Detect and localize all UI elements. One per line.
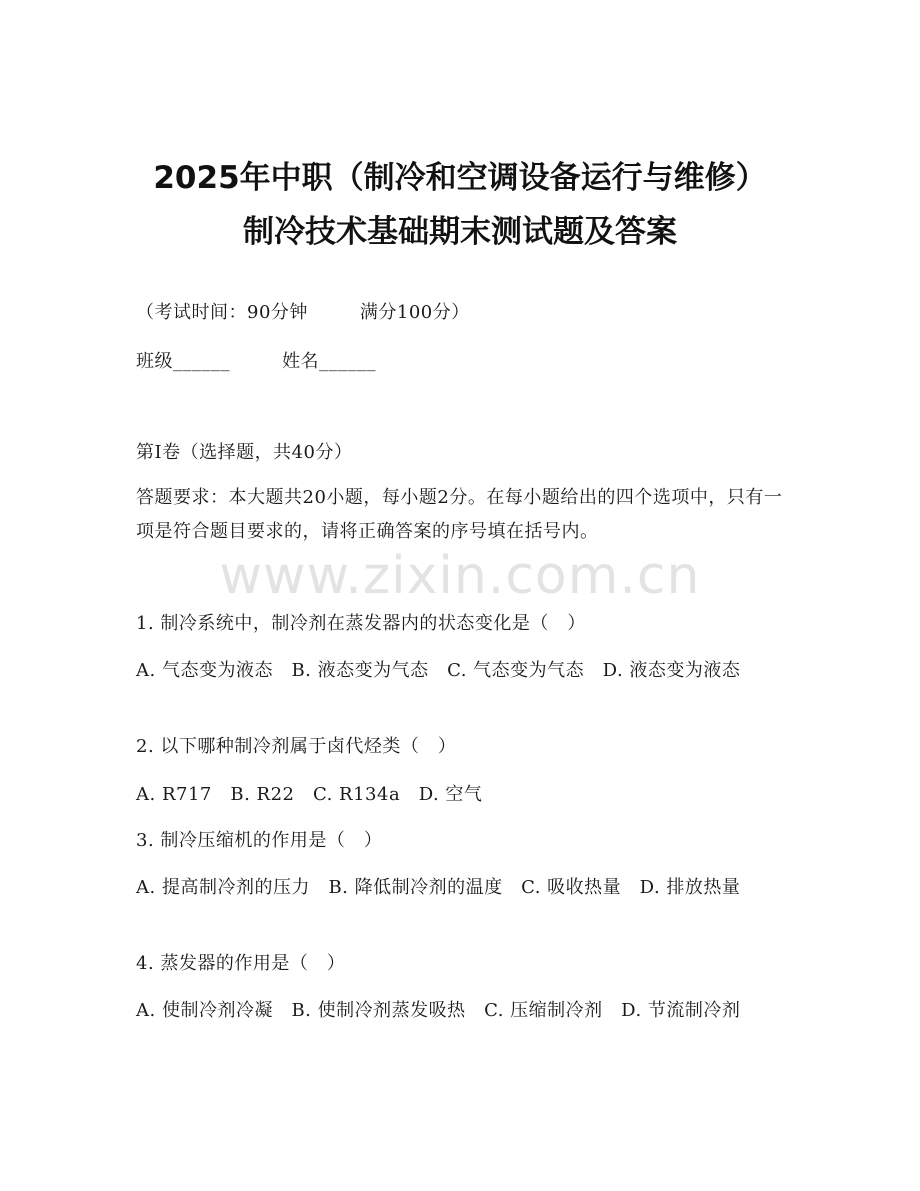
question-2-stem: 2. 以下哪种制冷剂属于卤代烃类（ ） [136, 736, 457, 757]
class-field: 班级______ [136, 351, 230, 372]
question-4-stem: 4. 蒸发器的作用是（ ） [136, 953, 346, 974]
name-field: 姓名______ [282, 351, 376, 372]
question-4-options: A. 使制冷剂冷凝 B. 使制冷剂蒸发吸热 C. 压缩制冷剂 D. 节流制冷剂 [136, 1000, 741, 1021]
section-instructions: 答题要求：本大题共20小题，每小题2分。在每小题给出的四个选项中，只有一项是符合题目要求的，请将正确答案的序号填在括号内。 [136, 487, 783, 542]
section-heading: 第I卷（选择题，共40分） [136, 442, 353, 463]
student-info [136, 345, 786, 379]
question-2-options: A. R717 B. R22 C. R134a D. 空气 [136, 784, 483, 805]
document-title-line-1: 2025年中职（制冷和空调设备运行与维修） [153, 160, 767, 196]
question-3-stem: 3. 制冷压缩机的作用是（ ） [136, 830, 383, 851]
question-1-options: A. 气态变为液态 B. 液态变为气态 C. 气态变为气态 D. 液态变为液态 [136, 660, 741, 681]
document-title-line-2: 制冷技术基础期末测试题及答案 [243, 214, 677, 250]
watermark: www.zixin.com.cn [219, 546, 701, 606]
exam-info [136, 296, 786, 330]
question-1-stem: 1. 制冷系统中，制冷剂在蒸发器内的状态变化是（ ） [136, 613, 586, 634]
question-3-options: A. 提高制冷剂的压力 B. 降低制冷剂的温度 C. 吸收热量 D. 排放热量 [136, 877, 741, 898]
exam-time: （考试时间：90分钟 [136, 302, 308, 323]
exam-score: 满分100分） [359, 302, 470, 323]
